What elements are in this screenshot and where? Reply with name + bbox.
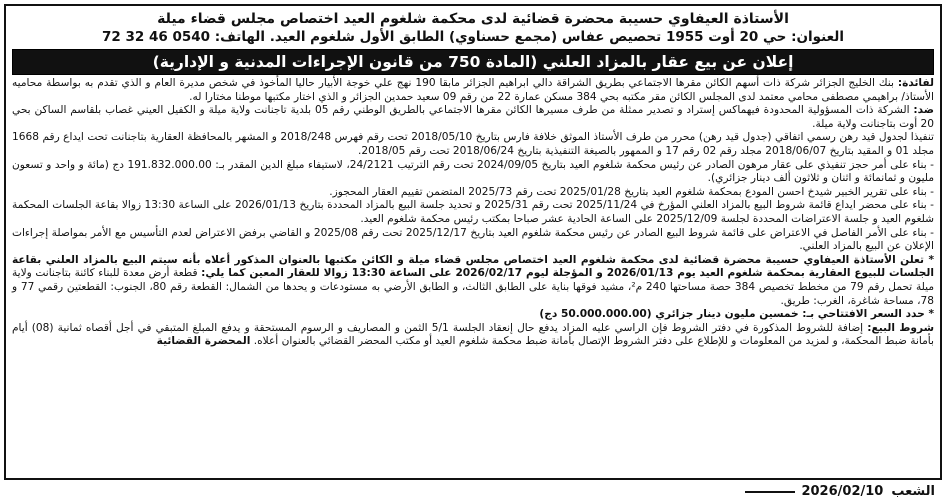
signature: المحضرة القضائية [156,335,251,348]
footer-rule [745,491,795,493]
property-description: قطعة أرض معدة للبناء كائنة بتاجنانت ولاية ميلة تحمل رقم 79 من مخطط تخصيص 384 حصة مساحتها 240 م²، مشيد فوقها بناية على الطابق الثالث، و الطابق الأرضي به مستودعات و يحدها من الشمال: القطعة رقم 80، الجنوب: القطعتين رقمي 77 و 78، مساحة شاغرة، الغرب: طريق. [12,267,935,307]
sale-conditions-label: شروط البيع: [867,321,934,334]
against-label: ضد: [913,104,934,117]
sale-conditions-paragraph [12,322,934,349]
mortgage-paragraph: تنفيذا لجدول قيد رهن رسمي اتفاقي (جدول قيد رهن) محرر من طرف الأستاذ الموثق خلافة فارس بتاريخ 2018/05/10 تحت رقم فهرس 2018/248 و المشهر بالمحافظة العقارية بتاجنانت تحت ايداع رقم 1668 مجلد 01 و المقيد بتاريخ 2018/06/07 مجلد رقم 02 رقم 17 و الممهور بالصيغة التنفيذية بتاريخ 2018/06/24 تحت رقم 2018/05. [12,131,934,157]
notice-title-banner: إعلان عن بيع عقار بالمزاد العلني (المادة 750 من قانون الإجراءات المدنية و الإدارية) [12,49,934,75]
against-text: الشركة ذات المسؤولية المحدودة فيهماكس إستراد و تصدير ممثلة من طرف مسيرها الكائن مقرها الاجتماعي بالطريق الوطني رقم 05 بلدية تاجنانت ولاية ميلة و الكفيل العيني غصاب بلقاسم الساكن بحي 20 أوت بتاجنانت ولاية ميلة. [12,104,934,130]
objection-order-paragraph: - بناء على الأمر الفاصل في الاعتراض على قائمة شروط البيع الصادر عن رئيس محكمة شلغوم العيد بتاريخ 2025/12/17 تحت رقم 2025/08 و القاضي برفض الاعتراض لعدم التأسيس مع الأمر بمواصلة إجراءات الإعلان عن البيع بالمزاد العلني. [12,226,935,253]
address-line [12,28,934,46]
notice-header [12,10,934,46]
beneficiary-paragraph [12,77,934,104]
phone-number: 72 32 46 0540 [102,29,211,45]
against-paragraph [12,104,934,131]
seizure-order-paragraph: - بناء على أمر حجز تنفيذي على عقار مرهون الصادر عن رئيس محكمة شلغوم العيد بتاريخ 2024/09/05 تحت رقم الترتيب 24/2121، لاستيفاء مبلغ الدين المقدر بـ: 191.832.000.00 دج (مائة و واحد و تسعون مليون و ثمانمائة و اثنان و ثلاثون ألف دينار جزائري). [12,158,934,185]
publication-date: 2026/02/10 [801,484,884,499]
beneficiary-text: بنك الخليج الجزائر شركة ذات أسهم الكائن مقرها الاجتماعي بطريق الشراقة دالي ابراهيم الجزائر مابقا 190 نهج علي خوجة الأبيار حاليا المأخوذ في شخص مديرة العام و الذي تقدم به بواسطة محاميه الأستاذ/ براهيمي مصطفى محامي معتمد لدى المجلس الكائن مقر مكتبه بحي 384 مسكن عمارة 22 من رقم 09 سعيد حمدين الجزائر و الذي اختار مكتبها موطنا مختارا له. [12,77,934,103]
newspaper-footer [745,483,935,501]
auction-announcement-text: * تعلن الأستاذة العيفاوي حسيبة محضرة قضائية لدى محكمة شلغوم العيد اختصاص مجلس قضاء ميلة و الكائن مكتبها بالعنوان المذكور أعلاه بأنه سيتم البيع بالمزاد العلني بقاعة الجلسات للبيوع العقارية بمحكمة شلغوم العيد يوم 2026/01/13 و المؤجلة ليوم 2026/02/17 على الساعة 13:30 زوالا للعقار المعين كما يلي: [12,253,934,280]
beneficiary-label: لفائدة: [897,77,934,89]
notice-body [12,77,934,349]
legal-notice [4,4,942,480]
bailiff-name-line: الأستاذة العيفاوي حسيبة محضرة قضائية لدى محكمة شلغوم العيد اختصاص مجلس قضاء ميلة [157,11,789,27]
opening-price-paragraph: * حدد السعر الافتتاحي بـ: خمسين مليون دينار جزائري (50.000.000.00 دج) [539,308,934,321]
conditions-deposit-paragraph: - بناء على محضر ايداع قائمة شروط البيع بالمزاد العلني المؤرخ في 2025/11/24 تحت رقم 2025/31 و تحديد جلسة البيع بالمزاد المحددة بتاريخ 2026/01/13 على الساعة 13:30 زوالا بقاعة الجلسات المحكمة شلغوم العيد و جلسة الاعتراضات المحددة لجلسة 2025/12/09 على الساعة الحادية عشر صباحا بمكتب رئيس محكمة شلغوم العيد. [12,199,934,225]
sale-conditions-text: إضافة للشروط المذكورة في دفتر الشروط فإن الراسي عليه المزاد يدفع حال إنعقاد الجلسة 5/1 الثمن و المصاريف و الرسوم المستحقة و يدفع المبلغ المتبقي في أجل أقصاه ثمانية (08) أيام بأمانة ضبط المحكمة، و لمزيد من المعلومات و للإطلاع على دفتر الشروط الإتصال بأمانة ضبط محكمة شلغوم العيد أو مكتب المحضر القضائي بالعنوان أعلاه. [12,321,934,348]
expert-report-paragraph: - بناء على تقرير الخبير شيدخ احسن المودع بمحكمة شلغوم العيد بتاريخ 2025/01/28 تحت رقم 2025/73 المتضمن تقييم العقار المحجوز. [329,185,934,198]
auction-announcement-paragraph [12,254,934,308]
address-text: العنوان: حي 20 أوت 1955 تحصيص عفاس (مجمع حسناوي) الطابق الأول شلغوم العيد. الهاتف: [210,29,844,45]
newspaper-name: الشعب [891,484,935,499]
